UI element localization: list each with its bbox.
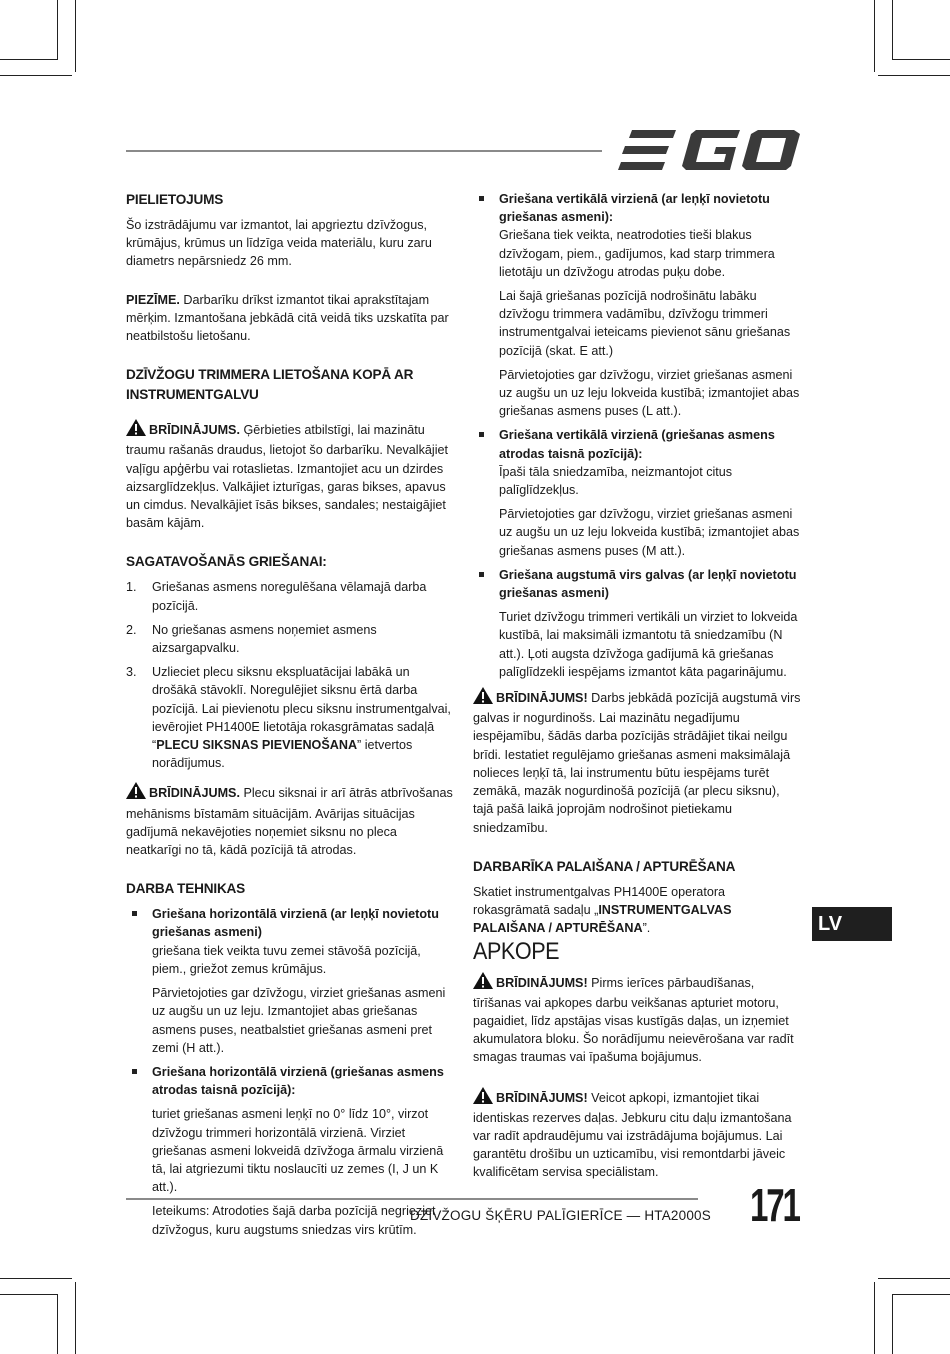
crop-mark	[892, 1294, 893, 1354]
crop-mark	[892, 0, 893, 60]
steps-list	[126, 578, 454, 772]
crop-mark	[57, 1294, 58, 1354]
list-item	[126, 578, 454, 614]
step-text: No griešanas asmens noņemiet asmens aizsargapvalku.	[152, 622, 377, 656]
crop-mark	[75, 0, 76, 72]
step-number: 3.	[126, 665, 137, 680]
crop-mark	[878, 1278, 950, 1279]
warning-label: BRĪDINĀJUMS.	[149, 423, 240, 438]
list-item	[126, 905, 454, 978]
warning-text: Darbs jebkādā pozīcijā augstumā virs galvas ir nogurdinošs. Lai mazinātu negadījumu iespējamību, šādās darba pozīcijās strādājiet tikai neilgu brīdi. Iestatiet regulējamo griešanas asmeni maksimālajā nolieces leņķī tā, lai instrumentu būtu iespējams turēt zemākā, mazāk nogurdinošā pozīcijā (ar plecu siksnu), tajā pašā laikā joprojām nodrošinot pietiekamu sniedzamību.	[473, 691, 801, 835]
warning-paragraph	[473, 972, 803, 1067]
bullet-title: Griešana horizontālā virzienā (griešanas asmens atrodas taisnā pozīcijā):	[152, 1064, 444, 1098]
list-item	[126, 621, 454, 657]
indented-paragraph: Lai šajā griešanas pozīcijā nodrošinātu labāku dzīvžogu trimmera vadāmību, dzīvžogu trimmeri instrumentgalvai ieteicams pievienot sānu griešanas pozīcijā (skat. E att.)	[499, 289, 791, 358]
warning-icon	[473, 1087, 493, 1109]
section-title-apkope: APKOPE	[473, 938, 560, 966]
bullet-text: turiet griešanas asmeni leņķī no 0° līdz 10°, virzot dzīvžogu trimmeri horizontālā virzienā. Virziet griešanas asmeni lokveidā dzīvžoga ārmalu virzienā tā, lai atgriezumi tiktu noslaucīti uz zemes (I, J un K att.).	[152, 1107, 444, 1195]
section-title-sagatavosanas: SAGATAVOŠANĀS GRIEŠANAI:	[126, 554, 327, 570]
start-text-bold: INSTRUMENTGALVAS PALAIŠANA / APTURĒŠANA	[473, 902, 732, 936]
section-title-pielietojums: PIELIETOJUMS	[126, 192, 224, 207]
footer-rule	[126, 1198, 698, 1200]
step-number: 1.	[126, 580, 137, 595]
step-text-bold: PLECU SIKSNAS PIEVIENOŠANA	[156, 738, 358, 753]
crop-mark	[878, 75, 950, 76]
warning-text: Ģērbieties atbilstīgi, lai mazinātu traumu rašanās draudus, lietojot šo darbarīku. Nevalkājiet vaļīgu apģērbu vai rotaslietas. Izmantojiet acu un dzirdes aizsarglīdzekļus. Valkājiet izturīgas, garas bikses, apavus un cimdus. Nevalkājiet īsās bikses, sandales; nestaigājiet basām kājām.	[126, 423, 449, 531]
warning-text: Pirms ierīces pārbaudīšanas, tīrīšanas vai apkopes darbu veikšanas apturiet motoru, pagaidiet, līdz apstājas visas kustīgās daļas, un izņemiet akumulatora bloku. Šo norādījumu neievērošana var radīt smagas traumas vai īpašuma bojājumus.	[473, 975, 794, 1065]
section-title-darba-tehnikas: DARBA TEHNIKAS	[126, 881, 246, 897]
step-text: Uzlieciet plecu siksnu ekspluatācijai labākā un drošākā stāvoklī. Noregulējiet siksnu ērtā darba pozīcijā. Lai pievienotu plecu siksnu instrumentgalvai, ievērojiet PH1400E lietotāja rokasgrāmatas sadaļā “	[152, 665, 451, 753]
bullet-title: Griešana horizontālā virzienā (ar leņķī novietotu griešanas asmeni)	[152, 907, 439, 940]
bullet-icon	[132, 1069, 137, 1074]
start-text-end: ”.	[642, 921, 651, 936]
start-paragraph	[473, 883, 803, 938]
warning-icon	[473, 687, 493, 709]
indented-paragraph: Pārvietojoties gar dzīvžogu, virziet griešanas asmeni uz augšu un uz leju lokveida kustībā; izmantojiet abas griešanas asmens puses (L att.).	[499, 367, 800, 419]
indented-paragraph: Pārvietojoties gar dzīvžogu, virziet griešanas asmeni uz augšu un uz leju lokveida kustībā; izmantojiet abas griešanas asmens puses (M att.).	[499, 507, 800, 558]
warning-icon	[473, 972, 493, 994]
bullet-title: Griešana vertikālā virzienā (griešanas asmens atrodas taisnā pozīcijā):	[499, 428, 775, 461]
footer-title: DZĪVŽOGU ŠĶĒRU PALĪGIERĪCE — HTA2000S	[410, 1208, 711, 1223]
bullet-title: Griešana vertikālā virzienā (ar leņķī novietotu griešanas asmeni):	[499, 192, 770, 225]
crop-mark	[0, 75, 72, 76]
step-text: Griešanas asmens noregulēšana vēlamajā darba pozīcijā.	[152, 580, 427, 613]
bullet-icon	[479, 196, 484, 201]
section-title-dzivzogu-trimmers: DZĪVŽOGU TRIMMERA LIETOŠANA KOPĀ AR INSTRUMENTGALVU	[126, 367, 414, 403]
warning-label: BRĪDINĀJUMS!	[496, 691, 588, 706]
bullet-text: Griešana tiek veikta, neatrodoties tieši blakus dzīvžogam, piem., gadījumos, kad starp trimmera lietotāju un dzīvžogu atrodas puķu dobe.	[499, 228, 775, 279]
bullet-text: griešana tiek veikta tuvu zemei stāvošā pozīcijā, piem., griežot zemus krūmājus.	[152, 943, 421, 976]
list-item	[473, 566, 803, 602]
warning-text: Plecu siksnai ir arī ātrās atbrīvošanas mehānisms bīstamām situācijām. Avārijas situācijas gadījumā nekavējoties noņemiet siksnu no pleca neatkarīgi no tā, kādā pozīcijā tā atrodas.	[126, 786, 453, 858]
left-column	[126, 190, 454, 1245]
indented-paragraph: Ieteikums: Atrodoties šajā darba pozīcijā negrieziet dzīvžogus, kuru augstums sniedzas virs krūtīm.	[152, 1204, 436, 1237]
pielietojums-text: Šo izstrādājumu var izmantot, lai apgrieztu dzīvžogus, krūmājus, krūmus un līdzīga veida materiālu, kuru zaru diametrs nepārsniedz 26 mm.	[126, 218, 432, 269]
step-number: 2.	[126, 622, 137, 637]
note-label: PIEZĪME.	[126, 292, 180, 307]
note-paragraph	[126, 291, 454, 346]
warning-paragraph	[473, 687, 803, 837]
warning-icon	[126, 782, 146, 804]
ego-logo	[618, 130, 800, 170]
bullet-icon	[479, 572, 484, 577]
note-text: Darbarīku drīkst izmantot tikai aprakstītajam mērķim. Izmantošana jebkādā citā veidā tiks uzskatīta par neatbilstošu lietošanu.	[126, 292, 449, 344]
warning-paragraph	[473, 1087, 803, 1182]
crop-mark	[0, 1278, 72, 1279]
bullet-title: Griešana augstumā virs galvas (ar leņķī novietotu griešanas asmeni)	[499, 567, 797, 601]
warning-icon	[126, 419, 146, 441]
list-item	[126, 1063, 454, 1196]
language-tab: LV	[812, 907, 892, 941]
list-item	[473, 190, 803, 281]
warning-text: Veicot apkopi, izmantojiet tikai identiskas rezerves daļas. Jebkuru citu daļu izmantošana var radīt apdraudējumu vai izstrādājuma bojājumus. Lai garantētu drošību un uzticamību, visi remontdarbi jāveic kvalificētam servisa speciālistam.	[473, 1090, 792, 1180]
bullet-icon	[132, 911, 137, 916]
crop-mark	[0, 59, 58, 60]
warning-label: BRĪDINĀJUMS!	[496, 975, 588, 990]
step-text-end: ” ietvertos norādījumus.	[152, 738, 413, 771]
section-title-palaisana: DARBARĪKA PALAIŠANA / APTURĒŠANA	[473, 858, 736, 874]
header-rule	[126, 150, 602, 152]
indented-paragraph: Turiet dzīvžogu trimmeri vertikāli un virziet to lokveida kustībā, lai maksimāli izmantotu tā sniedzamību (N att.). Ļoti augsta dzīvžoga gadījumā kā griešanas palīglīdzekli iespējams izmantot kāta pagarinājumu.	[499, 610, 798, 679]
warning-label: BRĪDINĀJUMS.	[149, 786, 240, 801]
crop-mark	[892, 59, 950, 60]
page-number: 171	[750, 1179, 799, 1231]
logo-graphic	[618, 130, 800, 170]
crop-mark	[874, 0, 875, 72]
bullet-icon	[479, 432, 484, 437]
warning-paragraph	[126, 782, 454, 859]
warning-paragraph	[126, 419, 454, 532]
crop-mark	[874, 1282, 875, 1354]
bullet-text: Īpaši tāla sniedzamība, neizmantojot citus palīglīdzekļus.	[499, 464, 733, 498]
crop-mark	[0, 1294, 58, 1295]
crop-mark	[57, 0, 58, 60]
warning-label: BRĪDINĀJUMS!	[496, 1090, 588, 1105]
crop-mark	[892, 1294, 950, 1295]
right-column	[473, 190, 803, 1188]
crop-mark	[75, 1282, 76, 1354]
list-item	[126, 663, 454, 772]
start-text: Skatiet instrumentgalvas PH1400E operatora rokasgrāmatā sadaļu „	[473, 884, 726, 917]
indented-paragraph: Pārvietojoties gar dzīvžogu, virziet griešanas asmeni uz augšu un uz leju. Izmantojiet abas griešanas asmens puses, neatbalstiet griešanas asmeni pret zemi (H att.).	[152, 986, 446, 1055]
list-item	[473, 426, 803, 499]
